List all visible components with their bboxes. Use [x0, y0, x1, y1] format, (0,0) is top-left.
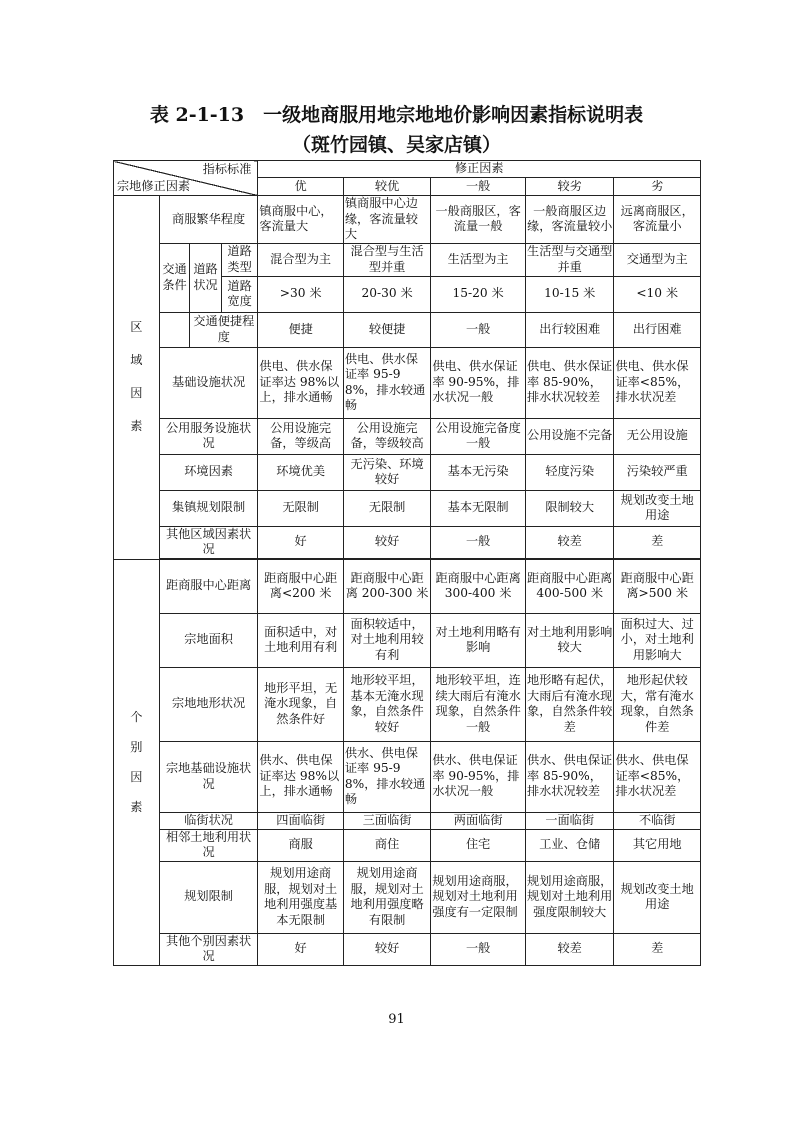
diagonal-header-cell — [114, 161, 258, 196]
table-row: 宗地面积 面积适中，对土地利用有利 面积较适中，对土地利用较有利 对土地利用略有影响 对土地利用影响较大 面积过大、过小，对土地利用影响大 — [114, 613, 701, 667]
page-number: 91 — [388, 1012, 405, 1027]
header-level-poor: 较劣 — [525, 178, 614, 196]
indicator-table — [113, 160, 701, 966]
row-label: 道路类型 — [221, 243, 258, 276]
table-row: 集镇规划限制 无限制 无限制 基本无限制 限制较大 规划改变土地用途 — [114, 490, 701, 526]
header-level-excellent: 优 — [258, 178, 343, 196]
table-row: 其他区域因素状况 好 较好 一般 较差 差 — [114, 526, 701, 558]
table-row: 道路宽度 >30 米 20-30 米 15-20 米 10-15 米 <10 米 — [114, 276, 701, 312]
row-label: 宗地基础设施状况 — [159, 741, 258, 812]
row-label: 集镇规划限制 — [159, 490, 258, 526]
row-label: 宗地地形状况 — [159, 667, 258, 741]
row-label: 道路宽度 — [221, 276, 258, 312]
row-label: 商服繁华程度 — [159, 196, 258, 244]
header-correction-factor: 宗地修正因素 — [117, 178, 191, 193]
table-row: 其他个别因素状况 好 较好 一般 较差 差 — [114, 933, 701, 965]
table-row: 临街状况 四面临街 三面临街 两面临街 一面临街 不临街 — [114, 812, 701, 829]
table-title: 表 2-1-13 一级地商服用地宗地地价影响因素指标说明表 — [149, 104, 644, 126]
header-correction-group: 修正因素 — [258, 161, 701, 178]
table-row: 公用服务设施状况 公用设施完备，等级高 公用设施完备，等级较高 公用设施完备度一般 公用设施不完备 无公用设施 — [114, 418, 701, 454]
table-row: 交通条件 道路状况 道路类型 混合型为主 混合型与生活型并重 生活型为主 生活型与交通型并重 交通型为主 — [114, 243, 701, 276]
row-label: 环境因素 — [159, 454, 258, 490]
row-label: 其他个别因素状况 — [159, 933, 258, 965]
row-label: 相邻土地利用状况 — [159, 829, 258, 861]
row-label: 其他区域因素状况 — [159, 526, 258, 558]
table-row: 规划限制 规划用途商服，规划对土地利用强度基本无限制 规划用途商服，规划对土地利用强度略有限制 规划用途商服，规划对土地利用强度有一定限制 规划用途商服，规划对土地利用强度限制较大 规划改变土地用途 — [114, 861, 701, 933]
row-label: 宗地面积 — [159, 613, 258, 667]
row-label: 基础设施状况 — [159, 347, 258, 418]
road-condition-label: 道路状况 — [190, 243, 222, 312]
row-label: 临街状况 — [159, 812, 258, 829]
row-label: 公用服务设施状况 — [159, 418, 258, 454]
table-row: 个 别 因 素 距商服中心距离 距商服中心距离<200 米 距商服中心距离 200-300 米 距商服中心距离 300-400 米 距商服中心距离 400-500 米 距商服中心距离>500 米 — [114, 559, 701, 613]
table-row: 基础设施状况 供电、供水保证率达 98%以上，排水通畅 供电、供水保证率 95-98%，排水较通畅 供电、供水保证率 90-95%，排水状况一般 供电、供水保证率 85-90%，排水状况较差 供电、供水保证率<85%，排水状况差 — [114, 347, 701, 418]
table-row: 交通便捷程度 便捷 较便捷 一般 出行较困难 出行困难 — [114, 312, 701, 347]
table-subtitle: （斑竹园镇、吴家店镇） — [291, 134, 501, 156]
row-label: 交通便捷程度 — [190, 312, 258, 347]
header-level-average: 一般 — [431, 178, 526, 196]
individual-factors-group: 个 别 因 素 — [114, 559, 160, 965]
table-row: 相邻土地利用状况 商服 商住 住宅 工业、仓储 其它用地 — [114, 829, 701, 861]
header-level-bad: 劣 — [614, 178, 701, 196]
header-indicator-standard: 指标标准 — [202, 162, 252, 176]
table-row: 宗地地形状况 地形平坦，无淹水现象，自然条件好 地形较平坦，基本无淹水现象，自然条件较好 地形较平坦，连续大雨后有淹水现象，自然条件一般 地形略有起伏，大雨后有淹水现象，自然条件较差 地形起伏较大，常有淹水现象，自然条件差 — [114, 667, 701, 741]
table-row: 宗地基础设施状况 供水、供电保证率达 98%以上，排水通畅 供水、供电保证率 95-98%，排水较通畅 供水、供电保证率 90-95%，排水状况一般 供水、供电保证率 85-90%，排水状况较差 供水、供电保证率<85%，排水状况差 — [114, 741, 701, 812]
row-label: 距商服中心距离 — [159, 559, 258, 613]
row-label: 规划限制 — [159, 861, 258, 933]
traffic-label: 交通条件 — [159, 243, 190, 312]
table-row: 环境因素 环境优美 无污染、环境较好 基本无污染 轻度污染 污染较严重 — [114, 454, 701, 490]
table-row: 区 域 因 素 商服繁华程度 镇商服中心，客流量大 镇商服中心边缘，客流量较大 一般商服区，客流量一般 一般商服区边缘，客流量较小 远离商服区，客流量小 — [114, 196, 701, 244]
regional-factors-group: 区 域 因 素 — [114, 196, 160, 560]
header-level-good: 较优 — [343, 178, 430, 196]
